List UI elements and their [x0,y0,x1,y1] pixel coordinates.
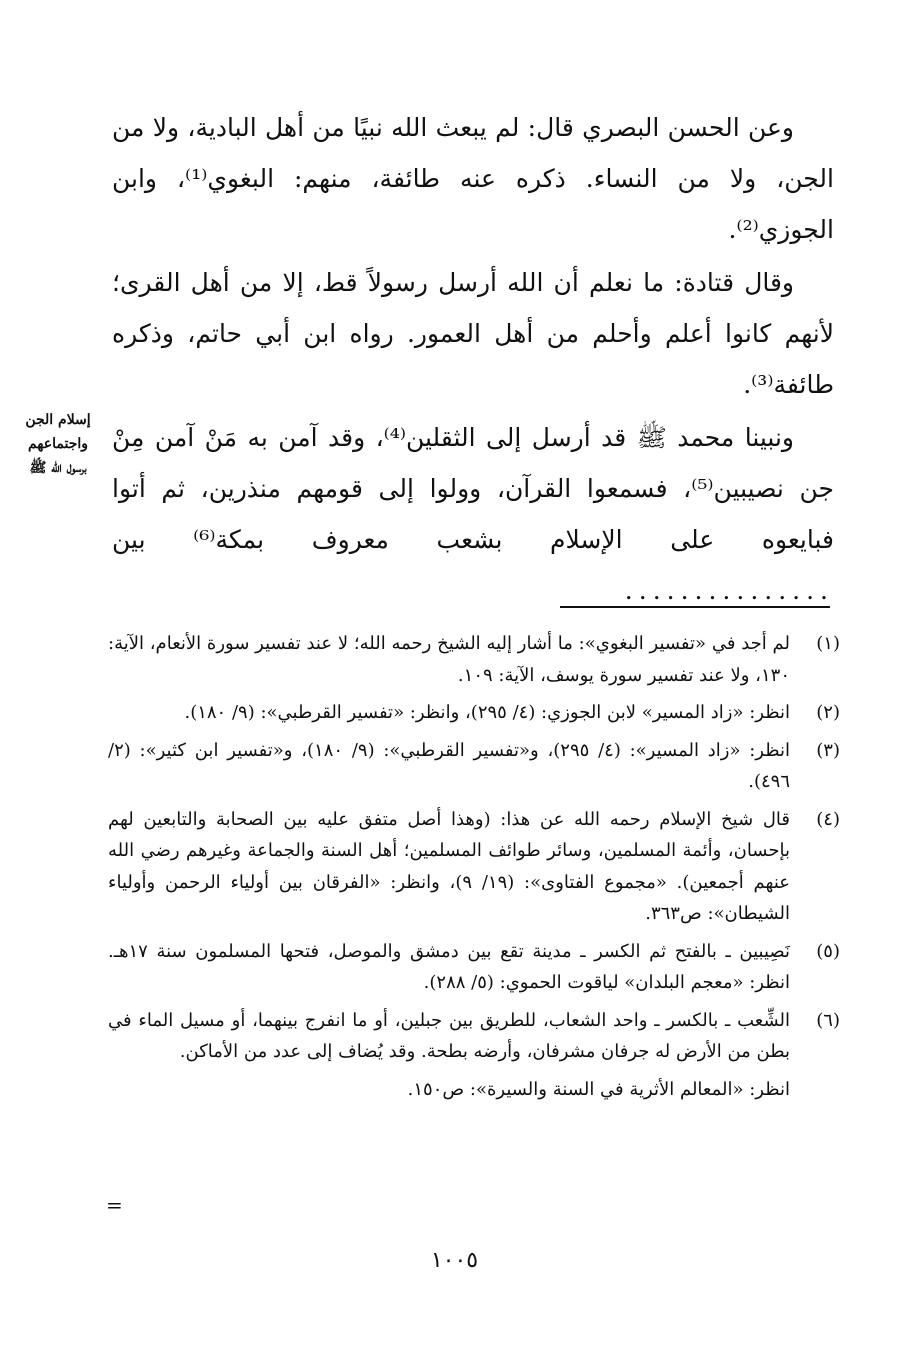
paragraph-qatada: وقال قتادة: ما نعلم أن الله أرسل رسولاً قط، إلا من أهل القرى؛ لأنهم كانوا أعلم وأحلم من أهل العمور. رواه ابن أبي حاتم، وذكره طائفة⁽³⁾. [112,268,834,399]
footnote-text: انظر: «زاد المسير» لابن الجوزي: (٤/ ٢٩٥)، وانظر: «تفسير القرطبي»: (٩/ ١٨٠). [184,702,790,723]
paragraph-prophet-jinn [112,412,834,616]
margin-note-line: برسول الله ﷺ [29,460,87,476]
footnote-text: لم أجد في «تفسير البغوي»: ما أشار إليه الشيخ رحمه الله؛ لا عند تفسير سورة الأنعام، الآية: ١٣٠، ولا عند تفسير سورة يوسف، الآية: ١٠٩. [108,633,790,686]
footnote-continuation-text: انظر: «المعالم الأثرية في السنة والسيرة»: ص١٥٠. [407,1078,790,1100]
footnote-item [108,697,840,729]
footnote-number: (٥) [816,940,840,962]
continuation-mark: = [106,1193,123,1217]
paragraph-prophet-jinn-text: ونبينا محمد ﷺ قد أرسل إلى الثقلين⁽⁴⁾، وقد آمن به مَنْ آمن مِنْ جن نصيبين⁽⁵⁾، فسمعوا القرآن، وولوا إلى قومهم منذرين، ثم أتوا فبايعوه على الإسلام بشعب معروف بمكة⁽⁶⁾ بين [112,423,834,554]
margin-note-line: إسلام الجن [25,412,91,428]
footnote-text: قال شيخ الإسلام رحمه الله عن هذا: (وهذا أصل متفق عليه بين الصحابة والتابعين لهم بإحسان، وأئمة المسلمين، وسائر طوائف المسلمين؛ أهل السنة والجماعة وغيرهم رضي الله عنهم أجمعين). «مجموع الفتاوى»: (١٩/ ٩)، وانظر: «الفرقان بين أولياء الرحمن وأولياء الشيطان»: ص٣٦٣. [108,808,790,924]
margin-note [14,408,102,480]
footnote-item [108,804,840,930]
page-number: ١٠٠٥ [430,1248,479,1273]
margin-note-line: واجتماعهم [27,436,88,452]
footnote-text: الشِّعب ـ بالكسر ـ واحد الشعاب، للطريق بين جبلين، أو ما انفرج بينهما، أو مسيل الماء في بطن من الأرض له جرفان مشرفان، وأرضه بطحة. وقد يُضاف إلى عدد من الأماكن. [108,1009,790,1062]
footnote-number: (٣) [816,739,840,761]
footnote-item [108,1005,840,1068]
footnote-text: انظر: «زاد المسير»: (٤/ ٢٩٥)، و«تفسير القرطبي»: (٩/ ١٨٠)، و«تفسير ابن كثير»: (٢/ ٤٩٦). [108,739,790,792]
footnote-number: (٤) [816,808,840,830]
footnote-number: (٦) [816,1009,840,1031]
dot-leader: ............... [624,576,834,605]
footnote-number: (٢) [816,702,840,723]
footnote-item [108,735,840,798]
footnotes [108,628,840,1105]
footnote-number: (١) [816,633,840,654]
footnote-separator [560,606,830,608]
paragraph-hasan-basri: وعن الحسن البصري قال: لم يبعث الله نبيًا من أهل البادية، ولا من الجن، ولا من النساء. ذكره عنه طائفة، منهم: البغوي⁽¹⁾، وابن الجوزي⁽²⁾. [112,113,834,244]
footnote-item [108,936,840,999]
footnote-text: نَصِيبين ـ بالفتح ثم الكسر ـ مدينة تقع بين دمشق والموصل، فتحها المسلمون سنة ١٧هـ. انظر: «معجم البلدان» لياقوت الحموي: (٥/ ٢٨٨). [108,940,790,993]
main-text [112,102,834,618]
footnote-item [108,628,840,691]
